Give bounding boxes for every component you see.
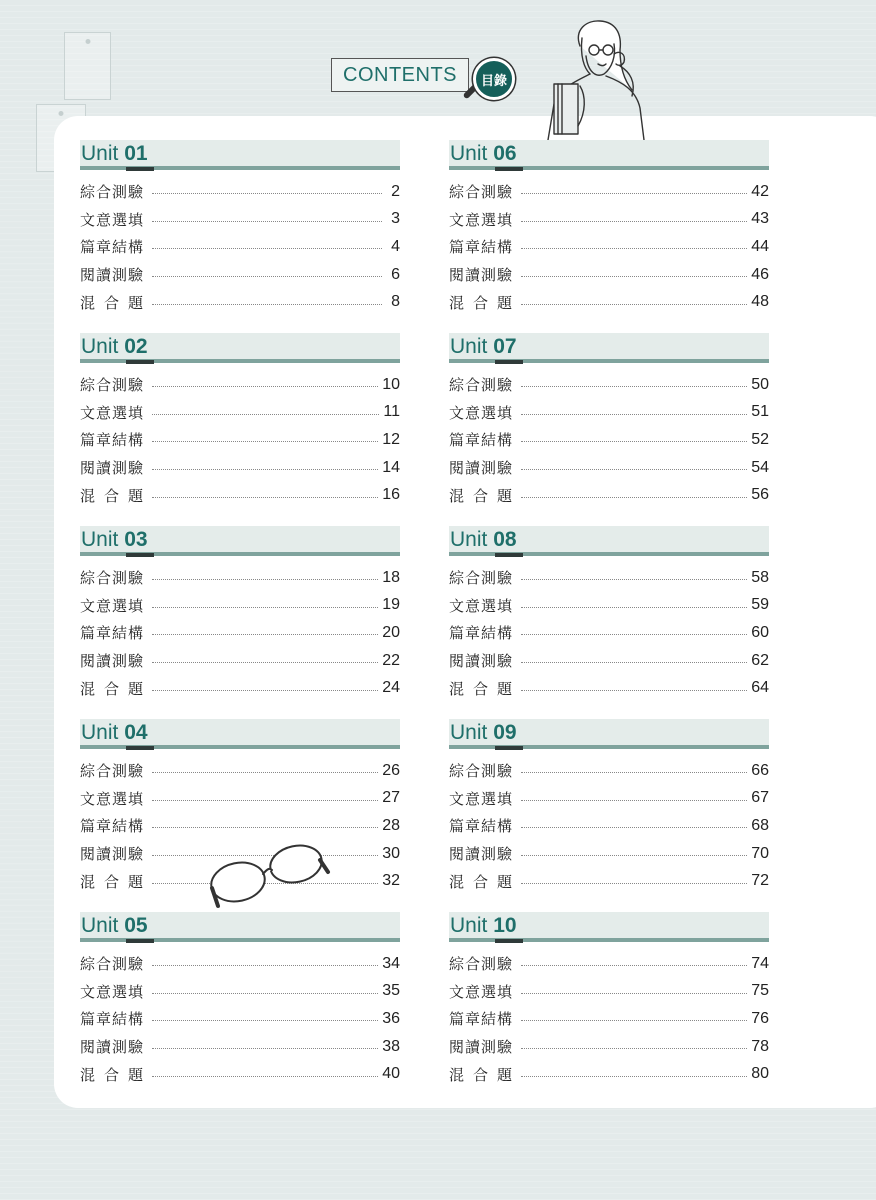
toc-label: 閱讀測驗	[449, 266, 514, 285]
toc-row[interactable]	[449, 785, 769, 813]
toc-page: 52	[751, 430, 769, 448]
toc-label: 文意選填	[449, 596, 514, 615]
toc-row[interactable]	[449, 812, 769, 840]
unit-number: 07	[493, 335, 517, 358]
toc-row[interactable]	[80, 950, 400, 978]
toc-label: 綜合測驗	[449, 569, 514, 588]
toc-page: 22	[382, 651, 400, 669]
unit-number: 10	[493, 914, 517, 937]
toc-page: 36	[382, 1009, 400, 1027]
unit-header	[80, 526, 400, 556]
toc-page: 43	[751, 210, 769, 228]
unit-section	[449, 912, 769, 1084]
toc-label: 篇章結構	[449, 1010, 514, 1029]
toc-page: 27	[382, 789, 400, 807]
toc-page: 14	[382, 458, 400, 476]
toc-row[interactable]	[80, 261, 400, 289]
toc-row[interactable]	[449, 867, 769, 895]
toc-page: 30	[382, 844, 400, 862]
toc-label: 閱讀測驗	[449, 845, 514, 864]
toc-label: 混合題	[449, 679, 522, 698]
toc-row[interactable]	[80, 288, 400, 316]
unit-header	[449, 912, 769, 942]
unit-word: Unit	[81, 528, 119, 551]
unit-section	[449, 526, 769, 698]
toc-page: 54	[751, 458, 769, 476]
toc-label: 閱讀測驗	[80, 652, 145, 671]
toc-row[interactable]	[449, 619, 769, 647]
toc-label: 混合題	[449, 872, 522, 891]
toc-label: 混合題	[449, 486, 522, 505]
toc-label: 混合題	[449, 293, 522, 312]
toc-row[interactable]	[449, 371, 769, 399]
toc-label: 綜合測驗	[80, 569, 145, 588]
toc-page: 56	[751, 486, 769, 504]
toc-row[interactable]	[449, 1005, 769, 1033]
background-note-card	[64, 32, 111, 100]
unit-header	[80, 140, 400, 170]
unit-number: 04	[124, 721, 148, 744]
toc-row[interactable]	[449, 564, 769, 592]
toc-row[interactable]	[80, 399, 400, 427]
toc-row[interactable]	[80, 647, 400, 675]
toc-label: 篇章結構	[449, 817, 514, 836]
toc-row[interactable]	[449, 206, 769, 234]
unit-number: 01	[124, 142, 148, 165]
toc-row[interactable]	[449, 399, 769, 427]
glasses-illustration	[208, 838, 332, 912]
toc-page: 16	[382, 486, 400, 504]
unit-title	[81, 913, 148, 939]
toc-page: 50	[751, 375, 769, 393]
toc-page: 2	[391, 182, 400, 200]
toc-page: 46	[751, 265, 769, 283]
toc-page: 48	[751, 293, 769, 311]
toc-page: 76	[751, 1009, 769, 1027]
unit-header	[449, 719, 769, 749]
toc-page: 8	[391, 293, 400, 311]
toc-label: 混合題	[80, 293, 153, 312]
toc-row[interactable]	[80, 371, 400, 399]
unit-header	[449, 333, 769, 363]
toc-page: 24	[382, 679, 400, 697]
toc-label: 綜合測驗	[449, 762, 514, 781]
toc-label: 篇章結構	[80, 817, 145, 836]
toc-page: 19	[382, 596, 400, 614]
toc-label: 混合題	[449, 1065, 522, 1084]
toc-page: 40	[382, 1065, 400, 1083]
toc-label: 篇章結構	[449, 431, 514, 450]
unit-section	[449, 719, 769, 891]
toc-page: 62	[751, 651, 769, 669]
unit-header	[449, 140, 769, 170]
toc-page: 70	[751, 844, 769, 862]
toc-page: 44	[751, 237, 769, 255]
toc-label: 混合題	[80, 872, 153, 891]
unit-section	[80, 912, 400, 1084]
unit-title	[81, 720, 148, 746]
toc-row[interactable]	[80, 481, 400, 509]
unit-number: 06	[493, 142, 517, 165]
unit-word: Unit	[81, 721, 119, 744]
toc-label: 文意選填	[80, 403, 145, 422]
unit-word: Unit	[450, 335, 488, 358]
toc-row[interactable]	[449, 757, 769, 785]
unit-section	[80, 333, 400, 505]
unit-word: Unit	[450, 914, 488, 937]
toc-label: 文意選填	[449, 403, 514, 422]
toc-page: 35	[382, 982, 400, 1000]
toc-row[interactable]	[449, 674, 769, 702]
unit-section	[449, 333, 769, 505]
unit-word: Unit	[450, 142, 488, 165]
unit-word: Unit	[81, 335, 119, 358]
contents-badge: 目錄	[473, 58, 515, 100]
unit-title	[450, 141, 517, 167]
toc-row[interactable]	[80, 426, 400, 454]
toc-label: 篇章結構	[80, 431, 145, 450]
toc-page: 51	[751, 403, 769, 421]
toc-label: 綜合測驗	[80, 762, 145, 781]
toc-row[interactable]	[449, 978, 769, 1006]
toc-label: 閱讀測驗	[80, 1038, 145, 1057]
toc-label: 文意選填	[449, 982, 514, 1001]
toc-page: 78	[751, 1037, 769, 1055]
unit-title	[81, 334, 148, 360]
toc-label: 綜合測驗	[449, 376, 514, 395]
toc-page: 75	[751, 982, 769, 1000]
unit-title	[81, 527, 148, 553]
unit-title	[81, 141, 148, 167]
toc-page: 66	[751, 761, 769, 779]
toc-page: 80	[751, 1065, 769, 1083]
toc-label: 綜合測驗	[449, 183, 514, 202]
toc-page: 72	[751, 872, 769, 890]
toc-label: 閱讀測驗	[80, 845, 145, 864]
toc-row[interactable]	[80, 1060, 400, 1088]
toc-page: 58	[751, 568, 769, 586]
toc-label: 篇章結構	[449, 624, 514, 643]
toc-row[interactable]	[449, 592, 769, 620]
toc-page: 32	[382, 872, 400, 890]
unit-number: 03	[124, 528, 148, 551]
toc-row[interactable]	[449, 426, 769, 454]
toc-row[interactable]	[80, 178, 400, 206]
toc-page: 34	[382, 954, 400, 972]
unit-word: Unit	[450, 721, 488, 744]
toc-row[interactable]	[449, 454, 769, 482]
toc-row[interactable]	[80, 785, 400, 813]
toc-label: 閱讀測驗	[449, 1038, 514, 1057]
toc-row[interactable]	[80, 233, 400, 261]
toc-label: 文意選填	[80, 982, 145, 1001]
unit-number: 05	[124, 914, 148, 937]
toc-page: 68	[751, 816, 769, 834]
toc-row[interactable]	[449, 1033, 769, 1061]
toc-label: 綜合測驗	[80, 376, 145, 395]
unit-word: Unit	[81, 914, 119, 937]
unit-section	[80, 526, 400, 698]
unit-title	[450, 527, 517, 553]
unit-number: 08	[493, 528, 517, 551]
toc-row[interactable]	[449, 647, 769, 675]
toc-label: 綜合測驗	[80, 183, 145, 202]
toc-row[interactable]	[80, 454, 400, 482]
unit-header	[80, 912, 400, 942]
toc-label: 閱讀測驗	[449, 459, 514, 478]
toc-row[interactable]	[80, 592, 400, 620]
toc-label: 文意選填	[449, 789, 514, 808]
unit-header	[80, 719, 400, 749]
toc-row[interactable]	[80, 1005, 400, 1033]
toc-row[interactable]	[80, 812, 400, 840]
toc-page: 64	[751, 679, 769, 697]
toc-row[interactable]	[80, 1033, 400, 1061]
toc-label: 篇章結構	[80, 238, 145, 257]
toc-page: 59	[751, 596, 769, 614]
toc-row[interactable]	[449, 1060, 769, 1088]
unit-section	[449, 140, 769, 312]
unit-word: Unit	[81, 142, 119, 165]
toc-page: 26	[382, 761, 400, 779]
magnifier-icon	[465, 52, 525, 110]
toc-row[interactable]	[449, 840, 769, 868]
toc-label: 閱讀測驗	[80, 459, 145, 478]
toc-label: 混合題	[80, 486, 153, 505]
unit-word: Unit	[450, 528, 488, 551]
toc-page: 67	[751, 789, 769, 807]
toc-page: 12	[382, 430, 400, 448]
toc-row[interactable]	[449, 288, 769, 316]
toc-label: 綜合測驗	[449, 955, 514, 974]
unit-section	[80, 719, 400, 891]
unit-header	[80, 333, 400, 363]
toc-page: 3	[391, 210, 400, 228]
toc-page: 38	[382, 1037, 400, 1055]
toc-page: 18	[382, 568, 400, 586]
toc-label: 文意選填	[80, 210, 145, 229]
unit-number: 09	[493, 721, 517, 744]
toc-row[interactable]	[449, 481, 769, 509]
toc-page: 4	[391, 237, 400, 255]
toc-page: 10	[382, 375, 400, 393]
toc-label: 文意選填	[449, 210, 514, 229]
toc-label: 閱讀測驗	[449, 652, 514, 671]
toc-row[interactable]	[80, 757, 400, 785]
unit-title	[450, 913, 517, 939]
unit-title	[450, 720, 517, 746]
toc-row[interactable]	[80, 206, 400, 234]
unit-number: 02	[124, 335, 148, 358]
toc-page: 60	[751, 623, 769, 641]
toc-row[interactable]	[449, 950, 769, 978]
toc-page: 42	[751, 182, 769, 200]
contents-title: CONTENTS	[331, 58, 469, 92]
toc-label: 篇章結構	[80, 1010, 145, 1029]
toc-row[interactable]	[80, 978, 400, 1006]
toc-label: 混合題	[80, 1065, 153, 1084]
toc-label: 閱讀測驗	[80, 266, 145, 285]
toc-label: 綜合測驗	[80, 955, 145, 974]
contents-header	[331, 52, 531, 112]
toc-row[interactable]	[80, 564, 400, 592]
toc-row[interactable]	[449, 233, 769, 261]
unit-title	[450, 334, 517, 360]
toc-row[interactable]	[449, 261, 769, 289]
toc-label: 篇章結構	[80, 624, 145, 643]
toc-page: 11	[383, 403, 400, 421]
toc-label: 文意選填	[80, 789, 145, 808]
toc-row[interactable]	[449, 178, 769, 206]
toc-page: 20	[382, 623, 400, 641]
unit-section	[80, 140, 400, 312]
toc-page: 28	[382, 816, 400, 834]
toc-label: 文意選填	[80, 596, 145, 615]
toc-label: 篇章結構	[449, 238, 514, 257]
toc-page: 74	[751, 954, 769, 972]
toc-page: 6	[391, 265, 400, 283]
toc-row[interactable]	[80, 619, 400, 647]
girl-with-book-illustration	[540, 16, 652, 140]
unit-header	[449, 526, 769, 556]
toc-label: 混合題	[80, 679, 153, 698]
toc-row[interactable]	[80, 674, 400, 702]
